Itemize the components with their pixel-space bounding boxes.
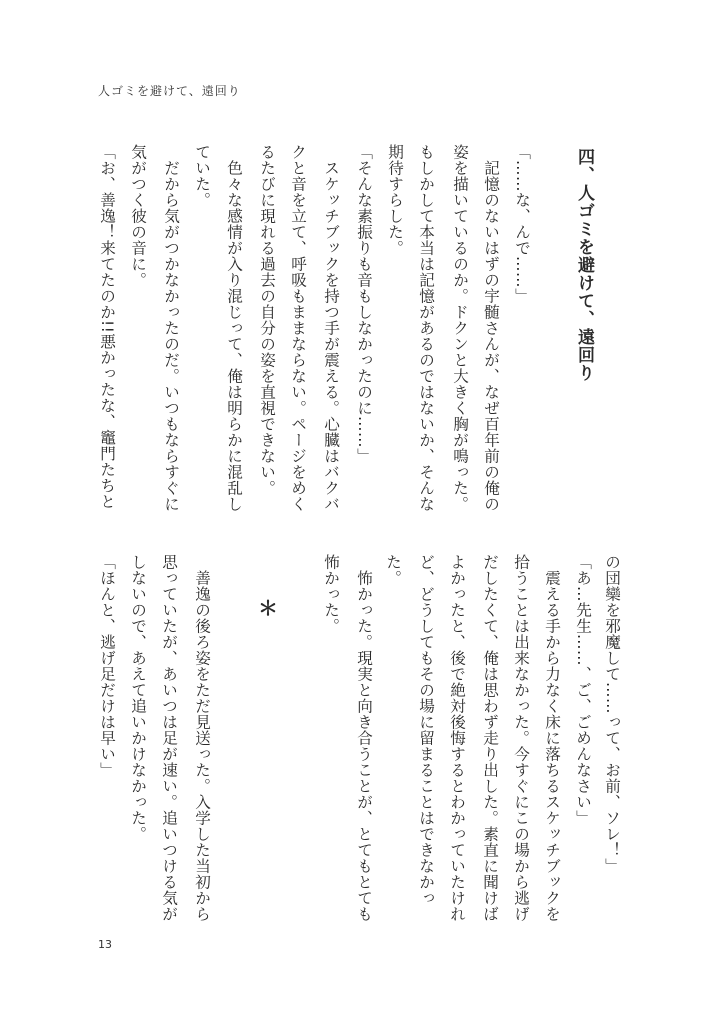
text-column: 期待すらした。 (386, 144, 404, 256)
text-column: よかったと、後で絶対後悔するとわかっていたけれ (448, 554, 466, 922)
page-number: 13 (98, 938, 112, 951)
text-column: 怖かった。 (322, 554, 340, 634)
text-column: 姿を描いているのか。ドクンと大きく胸が鳴った。 (451, 144, 469, 512)
text-column: 善逸の後ろ姿をただ見送った。入学した当初から (193, 554, 211, 922)
running-head: 人ゴミを避けて、遠回り (98, 84, 241, 98)
text-column: 色々な感情が入り混じって、俺は明らかに混乱し (225, 144, 243, 512)
text-column: 記憶のないはずの宇髄さんが、なぜ百年前の俺の (482, 144, 500, 512)
text-column: た。 (384, 554, 402, 586)
chapter-heading: 四、人ゴミを避けて、遠回り (574, 148, 594, 382)
text-column: だしたくて、俺は思わず走り出した。素直に聞けば (481, 554, 499, 922)
text-column: 気がつく彼の音に。 (129, 144, 147, 288)
text-column: の団欒を邪魔して……って、お前、ソレ！」 (603, 554, 621, 874)
text-column: ど、どうしてもその場に留まることはできなかっ (417, 554, 435, 906)
text-column: ていた。 (193, 144, 211, 208)
text-column: だから気がつかなかったのだ。いつもならすぐに (162, 144, 180, 512)
text-column: るたびに現れる過去の自分の姿を直視できない。 (258, 144, 276, 496)
text-column: 思っていたが、あいつは足が速い。追いつける気が (160, 554, 178, 922)
text-column: スケッチブックを持つ手が震える。心臓はバクバ (322, 144, 340, 512)
text-column: 「あ…先生……、ご、ごめんなさい」 (574, 554, 592, 826)
text-column: 怖かった。現実と向き合うことが、とてもとても (355, 554, 373, 922)
text-column: 「そんな素振りも音もしなかったのに……」 (355, 144, 373, 464)
text-column: 「ほんと、逃げ足だけは早い」 (98, 554, 116, 778)
text-column: しないので、あえて追いかけなかった。 (129, 554, 147, 842)
text-column: クと音を立て、呼吸もままならない。ページをめく (289, 144, 307, 512)
text-column: 震える手から力なく床に落ちるスケッチブックを (543, 554, 561, 922)
text-column: 「……な、んで……」 (513, 144, 531, 304)
scene-break: ＊ (258, 596, 278, 620)
text-column: もしかして本当は記憶があるのではないか、そんな (417, 144, 435, 512)
text-column: 「お、善逸！来てたのか!!悪かったな、竈門たちと (98, 144, 116, 510)
text-column: 拾うことは出来なかった。今すぐにこの場から逃げ (512, 554, 530, 922)
